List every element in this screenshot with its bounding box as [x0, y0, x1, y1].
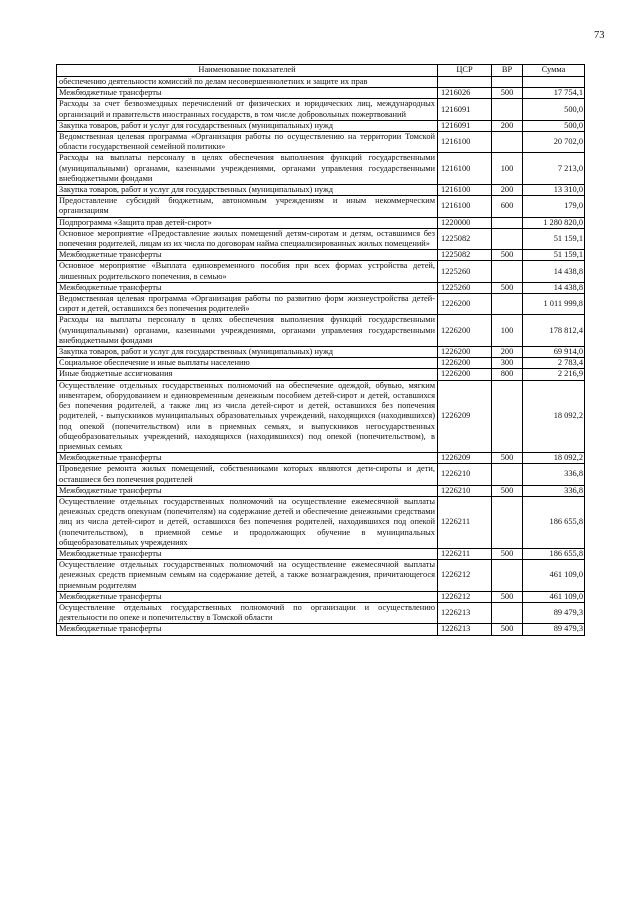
cell-vr: 800	[492, 369, 523, 380]
table-row	[57, 315, 585, 347]
cell-sum: 1 280 820,0	[523, 217, 585, 228]
cell-csr: 1226213	[438, 602, 492, 623]
table-row	[57, 358, 585, 369]
table-row	[57, 282, 585, 293]
cell-csr: 1216100	[438, 153, 492, 185]
cell-vr: 200	[492, 185, 523, 196]
cell-vr	[492, 99, 523, 120]
cell-vr: 100	[492, 315, 523, 347]
cell-name: Расходы за счет безвозмездных перечислений от физических и юридических лиц, международных организаций и правительств иностранных государств, в том числе добровольных пожертвований	[57, 99, 438, 120]
cell-name: Иные бюджетные ассигнования	[57, 369, 438, 380]
cell-name: Межбюджетные трансферты	[57, 548, 438, 559]
header-row	[57, 65, 585, 77]
table-row	[57, 250, 585, 261]
table-row	[57, 369, 585, 380]
cell-csr: 1216091	[438, 120, 492, 131]
cell-vr: 500	[492, 591, 523, 602]
table-row	[57, 228, 585, 249]
table-row	[57, 464, 585, 485]
cell-name: Закупка товаров, работ и услуг для государственных (муниципальных) нужд	[57, 347, 438, 358]
cell-name: Подпрограмма «Защита прав детей-сирот»	[57, 217, 438, 228]
table-row	[57, 560, 585, 592]
table-row	[57, 77, 585, 88]
table-header	[57, 65, 585, 77]
cell-name: Закупка товаров, работ и услуг для государственных (муниципальных) нужд	[57, 120, 438, 131]
cell-vr	[492, 294, 523, 315]
cell-name: Расходы на выплаты персоналу в целях обеспечения выполнения функций государственными (муниципальными) органами, казенными учреждениями, органами управления государственными внебюджетными фондами	[57, 153, 438, 185]
cell-sum: 14 438,8	[523, 282, 585, 293]
cell-name: Осуществление отдельных государственных полномочий на осуществление ежемесячной выплаты денежных средств опекунам (попечителям) на содержание детей и обеспечение денежными средствами лиц из числа детей-сирот и детей, оставшихся без попечения родителей, находившихся под опекой (попечительством), в приемной семье и продолжающих обучение в муниципальных общеобразовательных учреждениях	[57, 496, 438, 548]
cell-vr	[492, 464, 523, 485]
cell-csr: 1225082	[438, 228, 492, 249]
cell-name: Межбюджетные трансферты	[57, 282, 438, 293]
cell-name: Осуществление отдельных государственных полномочий на осуществление ежемесячной выплаты денежных средств приемным семьям на содержание детей, а также вознаграждения, причитающегося приемным родителям	[57, 560, 438, 592]
cell-vr: 500	[492, 88, 523, 99]
cell-sum: 20 702,0	[523, 132, 585, 153]
cell-name: Осуществление отдельных государственных полномочий на обеспечение одеждой, обувью, мягким инвентарем, оборудованием и единовременным денежным пособием детей-сирот и детей, оставшихся без попечения родителей, а также лиц из числа детей-сирот и детей, оставшихся без попечения родителей, - выпускников муниципальных образовательных учреждений, находящихся (находившихся) под опекой (попечительством) или в приемных семьях, и выпускников негосударственных общеобразовательных учреждений, находящихся (находившихся) под опекой (попечительством), в приемных семьях	[57, 380, 438, 452]
cell-vr: 300	[492, 358, 523, 369]
cell-sum: 13 310,0	[523, 185, 585, 196]
cell-name: Межбюджетные трансферты	[57, 250, 438, 261]
cell-csr: 1226200	[438, 294, 492, 315]
table-row	[57, 624, 585, 635]
cell-vr	[492, 496, 523, 548]
table-row	[57, 591, 585, 602]
cell-name: Социальное обеспечение и иные выплаты населению	[57, 358, 438, 369]
table-row	[57, 153, 585, 185]
cell-name: Проведение ремонта жилых помещений, собственниками которых являются дети-сироты и дети, оставшиеся без попечения родителей	[57, 464, 438, 485]
table-row	[57, 217, 585, 228]
table-body	[57, 77, 585, 636]
cell-sum: 461 109,0	[523, 591, 585, 602]
header-vr: ВР	[492, 65, 523, 77]
table-row	[57, 132, 585, 153]
table-row	[57, 261, 585, 282]
header-sum: Сумма	[523, 65, 585, 77]
cell-name: Закупка товаров, работ и услуг для государственных (муниципальных) нужд	[57, 185, 438, 196]
cell-vr	[492, 228, 523, 249]
cell-sum: 500,0	[523, 99, 585, 120]
cell-vr: 200	[492, 347, 523, 358]
cell-sum: 18 092,2	[523, 380, 585, 452]
cell-name: Межбюджетные трансферты	[57, 88, 438, 99]
cell-vr: 600	[492, 196, 523, 217]
cell-sum: 336,8	[523, 464, 585, 485]
cell-csr: 1226200	[438, 347, 492, 358]
cell-vr: 500	[492, 548, 523, 559]
cell-csr: 1226212	[438, 560, 492, 592]
cell-csr	[438, 77, 492, 88]
table-row	[57, 602, 585, 623]
cell-name: Предоставление субсидий бюджетным, автономным учреждениям и иным некоммерческим организациям	[57, 196, 438, 217]
cell-sum: 7 213,0	[523, 153, 585, 185]
cell-name: Межбюджетные трансферты	[57, 453, 438, 464]
cell-csr: 1226210	[438, 464, 492, 485]
header-csr: ЦСР	[438, 65, 492, 77]
cell-csr: 1225260	[438, 282, 492, 293]
cell-sum: 2 783,4	[523, 358, 585, 369]
cell-sum: 69 914,0	[523, 347, 585, 358]
cell-sum: 14 438,8	[523, 261, 585, 282]
page-number: 73	[594, 30, 605, 41]
cell-csr: 1226200	[438, 358, 492, 369]
cell-sum: 461 109,0	[523, 560, 585, 592]
table-row	[57, 88, 585, 99]
cell-csr: 1226209	[438, 453, 492, 464]
cell-csr: 1226212	[438, 591, 492, 602]
cell-csr: 1226209	[438, 380, 492, 452]
cell-csr: 1216026	[438, 88, 492, 99]
table-row	[57, 294, 585, 315]
cell-name: обеспечению деятельности комиссий по делам несовершеннолетних и защите их прав	[57, 77, 438, 88]
cell-name: Основное мероприятие «Выплата единовременного пособия при всех формах устройства детей, лишенных родительского попечения, в семью»	[57, 261, 438, 282]
cell-vr: 500	[492, 485, 523, 496]
table-row	[57, 485, 585, 496]
cell-csr: 1216100	[438, 132, 492, 153]
table-row	[57, 453, 585, 464]
budget-table	[56, 64, 585, 636]
cell-sum: 18 092,2	[523, 453, 585, 464]
cell-name: Основное мероприятие «Предоставление жилых помещений детям-сиротам и детям, оставшимся без попечения родителей, лицам из их числа по договорам найма специализированных жилых помещений»	[57, 228, 438, 249]
cell-csr: 1226210	[438, 485, 492, 496]
cell-sum: 51 159,1	[523, 250, 585, 261]
cell-csr: 1216091	[438, 99, 492, 120]
table-row	[57, 347, 585, 358]
table-row	[57, 196, 585, 217]
cell-name: Межбюджетные трансферты	[57, 485, 438, 496]
table-row	[57, 496, 585, 548]
cell-vr: 500	[492, 250, 523, 261]
cell-name: Осуществление отдельных государственных полномочий по организации и осуществлению деятельности по опеке и попечительству в Томской области	[57, 602, 438, 623]
cell-csr: 1226211	[438, 548, 492, 559]
cell-csr: 1216100	[438, 185, 492, 196]
cell-sum: 179,0	[523, 196, 585, 217]
cell-vr	[492, 132, 523, 153]
cell-sum: 186 655,8	[523, 496, 585, 548]
cell-csr: 1226200	[438, 315, 492, 347]
cell-csr: 1220000	[438, 217, 492, 228]
cell-name: Ведомственная целевая программа «Организация работы по осуществлению на территории Томской области государственной семейной политики»	[57, 132, 438, 153]
cell-sum: 186 655,8	[523, 548, 585, 559]
cell-csr: 1216100	[438, 196, 492, 217]
cell-vr: 500	[492, 624, 523, 635]
cell-name: Расходы на выплаты персоналу в целях обеспечения выполнения функций государственными (муниципальными) органами, казенными учреждениями, органами управления государственными внебюджетными фондами	[57, 315, 438, 347]
cell-vr	[492, 261, 523, 282]
cell-sum: 51 159,1	[523, 228, 585, 249]
cell-sum	[523, 77, 585, 88]
table-row	[57, 548, 585, 559]
cell-vr: 500	[492, 453, 523, 464]
cell-sum: 2 216,9	[523, 369, 585, 380]
cell-vr	[492, 77, 523, 88]
cell-vr: 500	[492, 282, 523, 293]
cell-sum: 17 754,1	[523, 88, 585, 99]
header-name: Наименование показателей	[57, 65, 438, 77]
cell-sum: 89 479,3	[523, 602, 585, 623]
cell-csr: 1226200	[438, 369, 492, 380]
cell-csr: 1225082	[438, 250, 492, 261]
table-row	[57, 380, 585, 452]
cell-vr	[492, 217, 523, 228]
cell-name: Межбюджетные трансферты	[57, 624, 438, 635]
table-row	[57, 99, 585, 120]
cell-sum: 178 812,4	[523, 315, 585, 347]
cell-vr	[492, 380, 523, 452]
cell-sum: 500,0	[523, 120, 585, 131]
cell-vr: 200	[492, 120, 523, 131]
cell-sum: 336,8	[523, 485, 585, 496]
cell-name: Межбюджетные трансферты	[57, 591, 438, 602]
cell-vr	[492, 560, 523, 592]
cell-vr: 100	[492, 153, 523, 185]
cell-sum: 1 011 999,8	[523, 294, 585, 315]
cell-vr	[492, 602, 523, 623]
cell-csr: 1226213	[438, 624, 492, 635]
table-row	[57, 120, 585, 131]
cell-name: Ведомственная целевая программа «Организация работы по развитию форм жизнеустройства детей-сирот и детей, оставшихся без попечения родителей»	[57, 294, 438, 315]
cell-csr: 1225260	[438, 261, 492, 282]
table-row	[57, 185, 585, 196]
cell-sum: 89 479,3	[523, 624, 585, 635]
cell-csr: 1226211	[438, 496, 492, 548]
